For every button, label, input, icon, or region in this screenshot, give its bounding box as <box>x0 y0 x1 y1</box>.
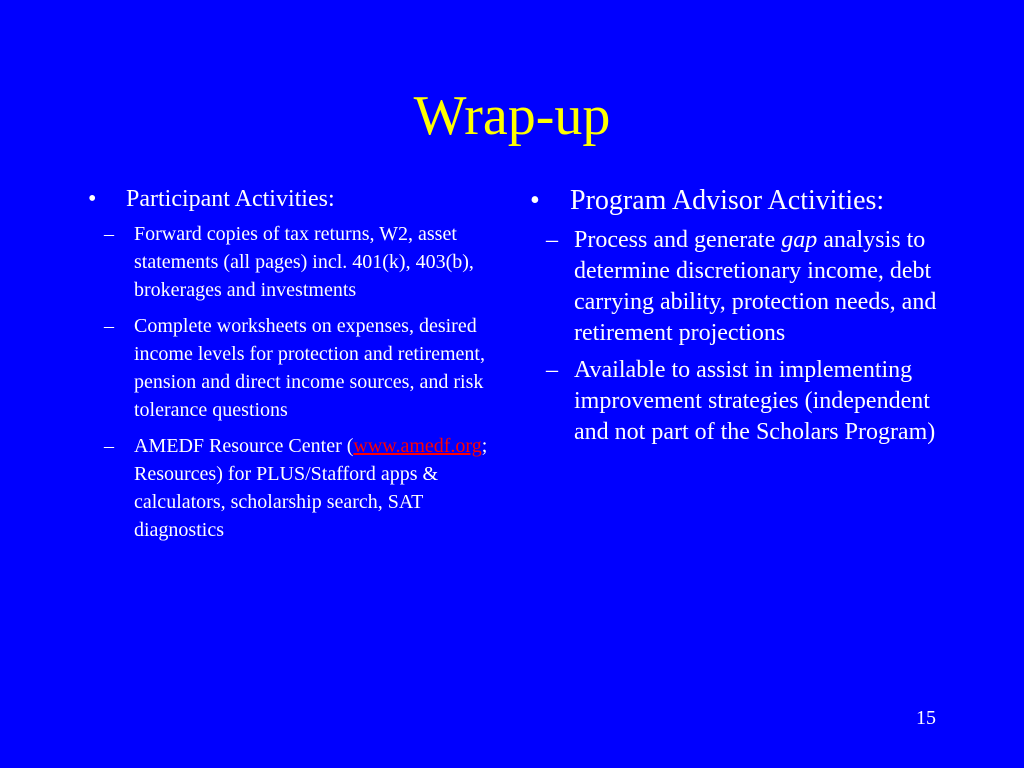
list-item-text: Forward copies of tax returns, W2, asset statements (all pages) incl. 401(k), 403(b), brokerages and investments <box>134 223 474 301</box>
resource-center-rest: ; Resources) for PLUS/Stafford apps & calculators, scholarship search, SAT diagnostics <box>134 435 488 541</box>
gap-analysis-rest: analysis to determine discretionary income, debt carrying ability, protection needs, and retirement projections <box>574 227 937 346</box>
list-item <box>530 225 950 349</box>
list-item-text: Complete worksheets on expenses, desired income levels for protection and retirement, pension and direct income sources, and risk tolerance questions <box>134 315 485 421</box>
dash-marker: – <box>546 357 558 383</box>
dash-marker: – <box>104 223 114 245</box>
participant-activities-heading: Participant Activities: <box>126 186 335 212</box>
gap-analysis-text: Process and generate <box>574 227 782 253</box>
list-item <box>88 220 508 304</box>
program-advisor-heading: Program Advisor Activities: <box>570 185 885 216</box>
slide-title: Wrap-up <box>413 85 611 147</box>
page-number: 15 <box>916 707 936 729</box>
dash-marker: – <box>104 315 114 337</box>
list-item <box>530 355 950 448</box>
amedf-link[interactable]: www.amedf.org <box>353 435 482 457</box>
right-column <box>530 184 950 454</box>
resource-center-text: AMEDF Resource Center ( <box>134 435 354 457</box>
dash-marker: – <box>104 435 114 457</box>
list-item <box>88 312 508 424</box>
program-advisor-list <box>530 225 950 448</box>
bullet-marker: • <box>530 185 540 216</box>
list-item <box>88 432 508 544</box>
dash-marker: – <box>546 227 558 253</box>
program-advisor-bullet <box>530 184 950 217</box>
left-column <box>88 184 508 552</box>
list-item-text <box>574 227 936 346</box>
participant-activities-list <box>88 220 508 544</box>
list-item-text <box>134 435 487 541</box>
list-item-text: Available to assist in implementing improvement strategies (independent and not part of the Scholars Program) <box>574 357 936 445</box>
participant-activities-bullet <box>88 184 508 214</box>
gap-italic: gap <box>781 227 818 253</box>
bullet-marker: • <box>88 186 97 212</box>
